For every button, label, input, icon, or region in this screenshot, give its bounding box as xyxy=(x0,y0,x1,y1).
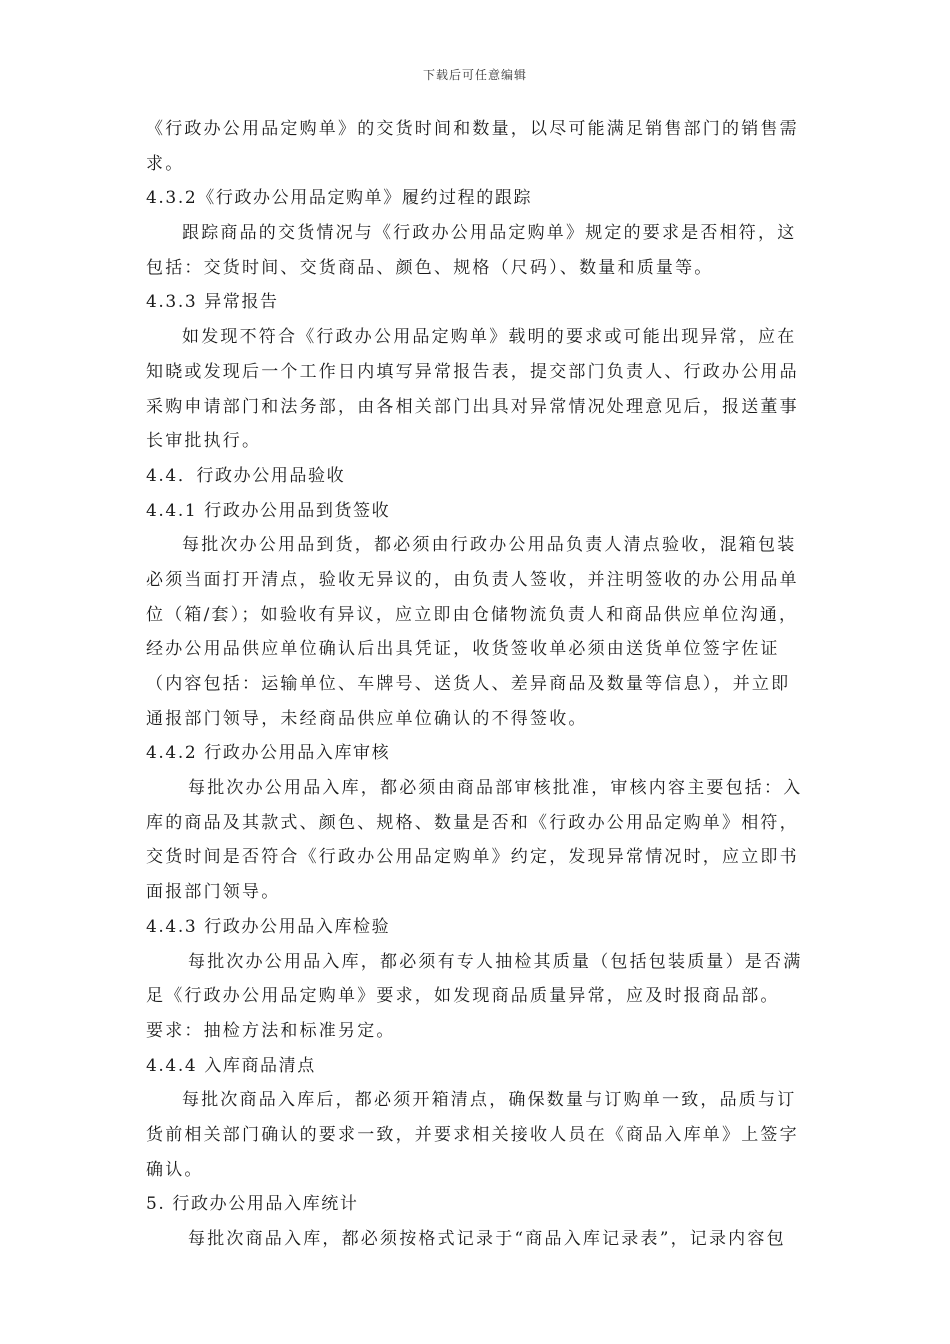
section-heading: 4.4.4 入库商品清点 xyxy=(146,1055,316,1076)
paragraph-line: 库的商品及其款式、颜色、规格、数量是否和《行政办公用品定购单》相符， xyxy=(146,812,799,833)
paragraph-line: 通报部门领导，未经商品供应单位确认的不得签收。 xyxy=(146,708,588,729)
paragraph-line: 每批次商品入库后，都必须开箱清点，确保数量与订购单一致，品质与订 xyxy=(182,1090,797,1111)
paragraph-line: 位（箱/套）；如验收有异议，应立即由仓储物流负责人和商品供应单位沟通， xyxy=(146,604,799,625)
paragraph-line: 确认。 xyxy=(146,1159,204,1180)
paragraph-line: 每批次办公用品入库，都必须由商品部审核批准，审核内容主要包括：入 xyxy=(188,778,803,799)
paragraph-line: 如发现不符合《行政办公用品定购单》载明的要求或可能出现异常，应在 xyxy=(182,327,797,348)
paragraph-line: （内容包括：运输单位、车牌号、送货人、差异商品及数量等信息），并立即 xyxy=(146,674,791,694)
paragraph-line: 货前相关部门确认的要求一致，并要求相关接收人员在《商品入库单》上签字 xyxy=(146,1124,799,1145)
paragraph-line: 跟踪商品的交货情况与《行政办公用品定购单》规定的要求是否相符，这 xyxy=(182,223,797,244)
paragraph-line: 必须当面打开清点，验收无异议的，由负责人签收，并注明签收的办公用品单 xyxy=(146,569,799,590)
paragraph-line: 每批次办公用品入库，都必须有专人抽检其质量（包括包装质量）是否满 xyxy=(188,951,803,972)
paragraph-line: 采购申请部门和法务部，由各相关部门出具对异常情况处理意见后，报送董事 xyxy=(146,396,799,417)
paragraph-line: 长审批执行。 xyxy=(146,431,262,452)
paragraph-line: 《行政办公用品定购单》的交货时间和数量，以尽可能满足销售部门的销售需 xyxy=(146,119,799,139)
paragraph-line: 经办公用品供应单位确认后出具凭证，收货签收单必须由送货单位签字佐证 xyxy=(146,639,780,660)
paragraph-line: 要求：抽检方法和标准另定。 xyxy=(146,1020,396,1041)
paragraph-line: 每批次商品入库，都必须按格式记录于“商品入库记录表”，记录内容包 xyxy=(188,1229,786,1249)
paragraph-line: 求。 xyxy=(146,153,185,174)
paragraph-line: 每批次办公用品到货，都必须由行政办公用品负责人清点验收，混箱包装 xyxy=(182,535,797,556)
section-heading: 5. 行政办公用品入库统计 xyxy=(146,1194,359,1215)
section-heading: 4.4.2 行政办公用品入库审核 xyxy=(146,743,391,764)
section-heading: 4.4.1 行政办公用品到货签收 xyxy=(146,500,391,521)
paragraph-line: 交货时间是否符合《行政办公用品定购单》约定，发现异常情况时，应立即书 xyxy=(146,847,799,868)
body-text xyxy=(146,112,818,1257)
page-header: 下载后可任意编辑 xyxy=(422,68,527,82)
section-heading: 4.4.3 行政办公用品入库检验 xyxy=(146,916,391,937)
paragraph-line: 足《行政办公用品定购单》要求，如发现商品质量异常，应及时报商品部。 xyxy=(146,986,780,1007)
section-heading: 4.3.3 异常报告 xyxy=(146,292,279,313)
paragraph-line: 面报部门领导。 xyxy=(146,882,281,903)
paragraph-line: 知晓或发现后一个工作日内填写异常报告表，提交部门负责人、行政办公用品 xyxy=(146,361,799,382)
section-heading: 4.4．行政办公用品验收 xyxy=(146,465,346,486)
paragraph-line: 包括：交货时间、交货商品、颜色、规格（尺码）、数量和质量等。 xyxy=(146,257,714,278)
section-heading: 4.3.2《行政办公用品定购单》履约过程的跟踪 xyxy=(146,188,533,209)
